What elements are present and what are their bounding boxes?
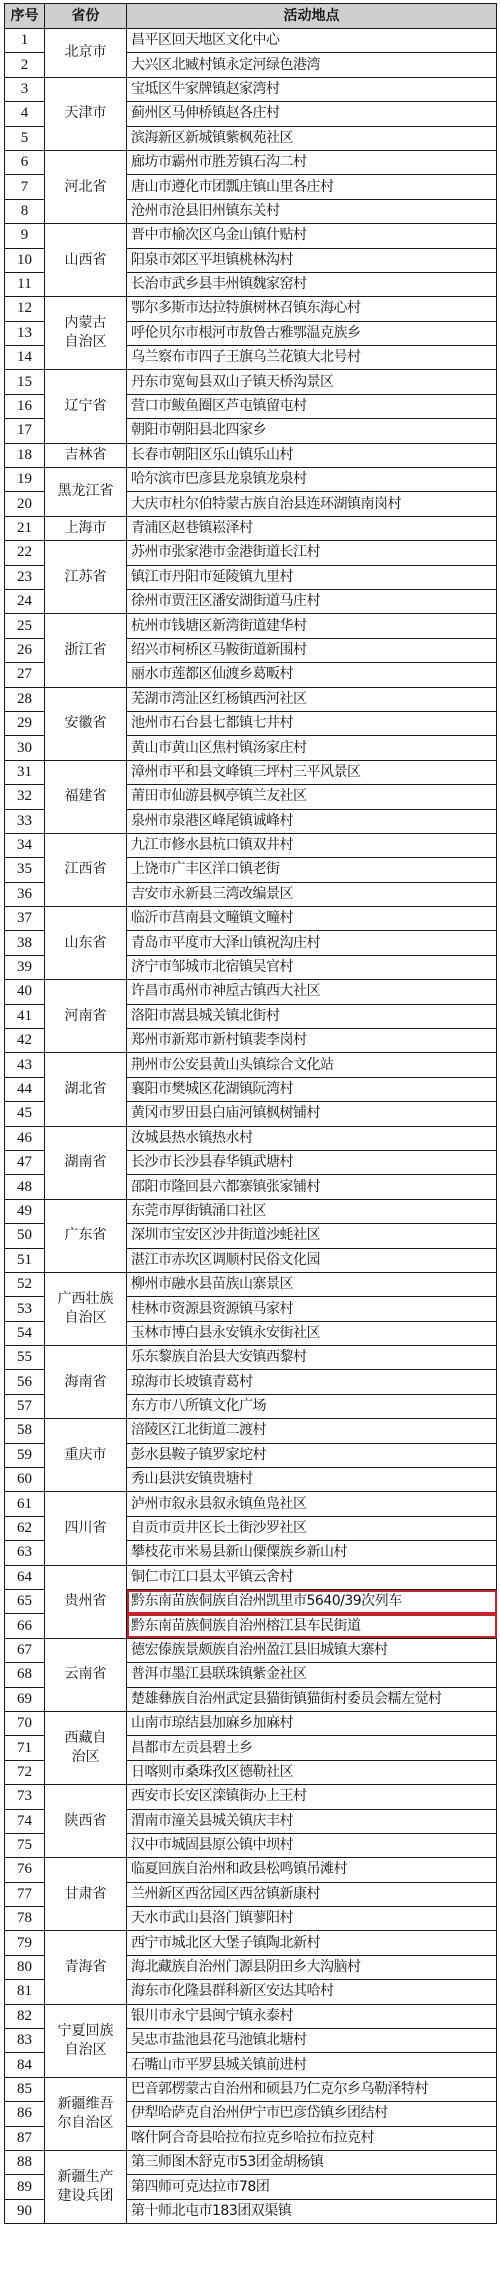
location-cell: 自贡市贡井区长土街沙罗社区	[127, 1516, 497, 1540]
row-number: 22	[5, 541, 45, 565]
province-cell: 天津市	[45, 77, 127, 150]
location-cell: 长沙市长沙县春华镇武塘村	[127, 1150, 497, 1174]
row-number: 16	[5, 394, 45, 418]
table-row	[5, 1858, 497, 1882]
row-number: 27	[5, 663, 45, 687]
province-cell: 广西壮族自治区	[45, 1272, 127, 1345]
row-number: 79	[5, 1931, 45, 1955]
row-number: 41	[5, 1004, 45, 1028]
location-cell: 黄山市黄山区焦村镇汤家庄村	[127, 736, 497, 760]
row-number: 78	[5, 1907, 45, 1931]
row-number: 61	[5, 1492, 45, 1516]
location-cell: 玉林市博白县永安镇永安街社区	[127, 1321, 497, 1345]
province-cell: 青海省	[45, 1931, 127, 2004]
location-cell: 青岛市平度市大泽山镇祝沟庄村	[127, 931, 497, 955]
table-row	[5, 224, 497, 248]
location-cell: 九江市修水县杭口镇双井村	[127, 833, 497, 857]
row-number: 53	[5, 1297, 45, 1321]
row-number: 29	[5, 711, 45, 735]
table-row	[5, 687, 497, 711]
location-cell: 汉中市城固县原公镇中坝村	[127, 1833, 497, 1857]
row-number: 40	[5, 980, 45, 1004]
table-row	[5, 1346, 497, 1370]
location-cell: 徐州市贾汪区潘安湖街道马庄村	[127, 589, 497, 613]
location-cell: 昌平区回天地区文化中心	[127, 29, 497, 53]
row-number: 67	[5, 1638, 45, 1662]
location-cell: 乐东黎族自治县大安镇西黎村	[127, 1346, 497, 1370]
location-cell: 秀山县洪安镇贵塘村	[127, 1468, 497, 1492]
header-no: 序号	[5, 4, 45, 29]
location-cell: 深圳市宝安区沙井街道沙蚝社区	[127, 1224, 497, 1248]
row-number: 83	[5, 2029, 45, 2053]
row-number: 85	[5, 2077, 45, 2101]
table-row	[5, 468, 497, 492]
row-number: 84	[5, 2053, 45, 2077]
row-number: 47	[5, 1150, 45, 1174]
location-cell: 黔东南苗族侗族自治州榕江县车民街道	[127, 1614, 497, 1638]
province-cell: 山西省	[45, 224, 127, 297]
location-cell: 银川市永宁县闽宁镇永泰村	[127, 2004, 497, 2028]
location-cell: 第四师可克达拉市78团	[127, 2175, 497, 2199]
row-number: 6	[5, 150, 45, 174]
row-number: 9	[5, 224, 45, 248]
location-cell: 朝阳市朝阳县北四家乡	[127, 419, 497, 443]
row-number: 81	[5, 1980, 45, 2004]
row-number: 32	[5, 785, 45, 809]
table-row	[5, 980, 497, 1004]
row-number: 20	[5, 492, 45, 516]
row-number: 25	[5, 614, 45, 638]
location-cell: 彭水县鞍子镇罗家坨村	[127, 1443, 497, 1467]
header-location: 活动地点	[127, 4, 497, 29]
row-number: 35	[5, 858, 45, 882]
province-cell: 浙江省	[45, 614, 127, 687]
row-number: 86	[5, 2102, 45, 2126]
row-number: 69	[5, 1687, 45, 1711]
province-cell: 北京市	[45, 29, 127, 78]
row-number: 4	[5, 102, 45, 126]
location-cell: 许昌市禹州市神垕古镇西大社区	[127, 980, 497, 1004]
row-number: 74	[5, 1809, 45, 1833]
row-number: 38	[5, 931, 45, 955]
location-cell: 东方市八所镇文化广场	[127, 1394, 497, 1418]
location-cell: 晋中市榆次区乌金山镇什贴村	[127, 224, 497, 248]
row-number: 71	[5, 1736, 45, 1760]
row-number: 18	[5, 443, 45, 467]
location-cell: 营口市鲅鱼圈区芦屯镇留屯村	[127, 394, 497, 418]
row-number: 52	[5, 1272, 45, 1296]
row-number: 46	[5, 1126, 45, 1150]
location-cell: 第十师北屯市183团双渠镇	[127, 2199, 497, 2223]
province-cell: 西藏自治区	[45, 1711, 127, 1784]
location-cell: 攀枝花市米易县新山傈僳族乡新山村	[127, 1541, 497, 1565]
location-cell: 宝坻区牛家牌镇赵家湾村	[127, 77, 497, 101]
table-row	[5, 297, 497, 321]
location-cell: 渭南市潼关县城关镇庆丰村	[127, 1809, 497, 1833]
row-number: 2	[5, 53, 45, 77]
table-row	[5, 2150, 497, 2174]
location-cell: 西宁市城北区大堡子镇陶北新村	[127, 1931, 497, 1955]
table-row	[5, 1565, 497, 1589]
location-cell: 阳泉市郊区平坦镇桃林沟村	[127, 248, 497, 272]
location-cell: 湛江市赤坎区调顺村民俗文化园	[127, 1248, 497, 1272]
location-cell: 涪陵区江北街道二渡村	[127, 1419, 497, 1443]
row-number: 77	[5, 1882, 45, 1906]
row-number: 17	[5, 419, 45, 443]
location-cell: 泸州市叙永县叙永镇鱼凫社区	[127, 1492, 497, 1516]
location-cell: 呼伦贝尔市根河市敖鲁古雅鄂温克族乡	[127, 321, 497, 345]
table-row	[5, 1638, 497, 1662]
location-cell: 伊犁哈萨克自治州伊宁市巴彦岱镇乡团结村	[127, 2102, 497, 2126]
table-row	[5, 2077, 497, 2101]
table-row	[5, 1931, 497, 1955]
province-cell: 新疆生产建设兵团	[45, 2150, 127, 2223]
row-number: 14	[5, 346, 45, 370]
location-cell: 上饶市广丰区洋口镇老街	[127, 858, 497, 882]
document-page	[4, 3, 497, 2224]
row-number: 1	[5, 29, 45, 53]
row-number: 76	[5, 1858, 45, 1882]
location-cell: 黔东南苗族侗族自治州凯里市5640/39次列车	[127, 1590, 497, 1614]
location-cell: 铜仁市江口县太平镇云舍村	[127, 1565, 497, 1589]
location-cell: 滨海新区新城镇紫枫苑社区	[127, 126, 497, 150]
location-cell: 桂林市资源县资源镇马家村	[127, 1297, 497, 1321]
location-cell: 楚雄彝族自治州武定县猫街镇猫街村委员会糯左觉村	[127, 1687, 497, 1711]
table-row	[5, 29, 497, 53]
location-cell: 沧州市沧县旧州镇东关村	[127, 199, 497, 223]
province-cell: 贵州省	[45, 1565, 127, 1638]
location-cell: 芜湖市湾沚区红杨镇西河社区	[127, 687, 497, 711]
province-cell: 上海市	[45, 516, 127, 540]
table-row	[5, 1711, 497, 1735]
location-cell: 海北藏族自治州门源县阴田乡大沟脑村	[127, 1955, 497, 1979]
row-number: 48	[5, 1175, 45, 1199]
table-row	[5, 760, 497, 784]
location-cell: 苏州市张家港市金港街道长江村	[127, 541, 497, 565]
row-number: 51	[5, 1248, 45, 1272]
location-cell: 杭州市钱塘区新湾街道建华村	[127, 614, 497, 638]
table-row	[5, 370, 497, 394]
province-cell: 海南省	[45, 1346, 127, 1419]
location-cell: 德宏傣族景颇族自治州盈江县旧城镇大寨村	[127, 1638, 497, 1662]
row-number: 70	[5, 1711, 45, 1735]
location-cell: 临沂市莒南县文疃镇文疃村	[127, 907, 497, 931]
province-cell: 辽宁省	[45, 370, 127, 443]
table-row	[5, 1126, 497, 1150]
location-cell: 吉安市永新县三湾改编景区	[127, 882, 497, 906]
table-header-row	[5, 4, 497, 29]
province-cell: 重庆市	[45, 1419, 127, 1492]
row-number: 90	[5, 2199, 45, 2223]
row-number: 55	[5, 1346, 45, 1370]
table-row	[5, 516, 497, 540]
row-number: 58	[5, 1419, 45, 1443]
table-row	[5, 1199, 497, 1223]
location-cell: 兰州新区西岔园区西岔镇新康村	[127, 1882, 497, 1906]
row-number: 72	[5, 1760, 45, 1784]
row-number: 66	[5, 1614, 45, 1638]
table-row	[5, 1785, 497, 1809]
location-cell: 丽水市莲都区仙渡乡葛畈村	[127, 663, 497, 687]
row-number: 44	[5, 1077, 45, 1101]
location-cell: 昌都市左贡县碧土乡	[127, 1736, 497, 1760]
header-province: 省份	[45, 4, 127, 29]
row-number: 8	[5, 199, 45, 223]
row-number: 75	[5, 1833, 45, 1857]
row-number: 68	[5, 1663, 45, 1687]
province-cell: 湖南省	[45, 1126, 127, 1199]
row-number: 10	[5, 248, 45, 272]
table-row	[5, 1053, 497, 1077]
row-number: 82	[5, 2004, 45, 2028]
location-cell: 大庆市杜尔伯特蒙古族自治县连环湖镇南岗村	[127, 492, 497, 516]
row-number: 21	[5, 516, 45, 540]
row-number: 28	[5, 687, 45, 711]
province-cell: 福建省	[45, 760, 127, 833]
table-row	[5, 907, 497, 931]
row-number: 64	[5, 1565, 45, 1589]
location-cell: 莆田市仙游县枫亭镇兰友社区	[127, 785, 497, 809]
row-number: 59	[5, 1443, 45, 1467]
location-cell: 荆州市公安县黄山头镇综合文化站	[127, 1053, 497, 1077]
row-number: 31	[5, 760, 45, 784]
table-row	[5, 2004, 497, 2028]
location-cell: 丹东市宽甸县双山子镇天桥沟景区	[127, 370, 497, 394]
location-cell: 琼海市长坡镇青葛村	[127, 1370, 497, 1394]
province-cell: 安徽省	[45, 687, 127, 760]
location-cell: 唐山市遵化市团瓢庄镇山里各庄村	[127, 175, 497, 199]
province-cell: 江西省	[45, 833, 127, 906]
location-cell: 洛阳市嵩县城关镇北街村	[127, 1004, 497, 1028]
province-cell: 内蒙古自治区	[45, 297, 127, 370]
province-cell: 河北省	[45, 150, 127, 223]
row-number: 87	[5, 2126, 45, 2150]
table-row	[5, 1272, 497, 1296]
table-row	[5, 1419, 497, 1443]
province-cell: 新疆维吾尔自治区	[45, 2077, 127, 2150]
location-cell: 黄冈市罗田县白庙河镇枫树铺村	[127, 1102, 497, 1126]
province-cell: 湖北省	[45, 1053, 127, 1126]
row-number: 30	[5, 736, 45, 760]
row-number: 60	[5, 1468, 45, 1492]
province-cell: 江苏省	[45, 541, 127, 614]
province-cell: 山东省	[45, 907, 127, 980]
table-row	[5, 443, 497, 467]
row-number: 50	[5, 1224, 45, 1248]
row-number: 89	[5, 2175, 45, 2199]
location-cell: 蓟州区马伸桥镇赵各庄村	[127, 102, 497, 126]
location-cell: 巴音郭楞蒙古自治州和硕县乃仁克尔乡乌勒泽特村	[127, 2077, 497, 2101]
location-cell: 吴忠市盐池县花马池镇北塘村	[127, 2029, 497, 2053]
location-cell: 长春市朝阳区乐山镇乐山村	[127, 443, 497, 467]
row-number: 15	[5, 370, 45, 394]
row-number: 56	[5, 1370, 45, 1394]
row-number: 26	[5, 638, 45, 662]
province-cell: 四川省	[45, 1492, 127, 1565]
table-row	[5, 833, 497, 857]
province-cell: 河南省	[45, 980, 127, 1053]
location-cell: 喀什阿合奇县哈拉布拉克乡哈拉布拉克村	[127, 2126, 497, 2150]
table-row	[5, 614, 497, 638]
row-number: 7	[5, 175, 45, 199]
row-number: 37	[5, 907, 45, 931]
location-cell: 邵阳市隆回县六都寨镇张家铺村	[127, 1175, 497, 1199]
location-cell: 济宁市邹城市北宿镇吴官村	[127, 955, 497, 979]
row-number: 65	[5, 1590, 45, 1614]
location-cell: 西安市长安区滦镇街办上王村	[127, 1785, 497, 1809]
province-cell: 黑龙江省	[45, 468, 127, 517]
row-number: 5	[5, 126, 45, 150]
row-number: 57	[5, 1394, 45, 1418]
location-cell: 哈尔滨市巴彦县龙泉镇龙泉村	[127, 468, 497, 492]
row-number: 19	[5, 468, 45, 492]
location-cell: 天水市武山县洛门镇蓼阳村	[127, 1907, 497, 1931]
location-cell: 池州市石台县七都镇七井村	[127, 711, 497, 735]
row-number: 13	[5, 321, 45, 345]
row-number: 34	[5, 833, 45, 857]
row-number: 36	[5, 882, 45, 906]
location-cell: 大兴区北臧村镇永定河绿色港湾	[127, 53, 497, 77]
activity-locations-table	[4, 3, 497, 2224]
location-cell: 绍兴市柯桥区马鞍街道新围村	[127, 638, 497, 662]
location-cell: 柳州市融水县苗族山寨景区	[127, 1272, 497, 1296]
table-row	[5, 541, 497, 565]
row-number: 33	[5, 809, 45, 833]
province-cell: 广东省	[45, 1199, 127, 1272]
location-cell: 廊坊市霸州市胜芳镇石沟二村	[127, 150, 497, 174]
table-row	[5, 1492, 497, 1516]
row-number: 80	[5, 1955, 45, 1979]
location-cell: 石嘴山市平罗县城关镇前进村	[127, 2053, 497, 2077]
location-cell: 长治市武乡县丰州镇魏家窑村	[127, 272, 497, 296]
location-cell: 镇江市丹阳市延陵镇九里村	[127, 565, 497, 589]
row-number: 45	[5, 1102, 45, 1126]
row-number: 3	[5, 77, 45, 101]
row-number: 12	[5, 297, 45, 321]
row-number: 42	[5, 1029, 45, 1053]
province-cell: 甘肃省	[45, 1858, 127, 1931]
location-cell: 漳州市平和县文峰镇三坪村三平风景区	[127, 760, 497, 784]
province-cell: 吉林省	[45, 443, 127, 467]
location-cell: 山南市琼结县加麻乡加麻村	[127, 1711, 497, 1735]
row-number: 63	[5, 1541, 45, 1565]
location-cell: 第三师图木舒克市53团金胡杨镇	[127, 2150, 497, 2174]
row-number: 43	[5, 1053, 45, 1077]
location-cell: 青浦区赵巷镇崧泽村	[127, 516, 497, 540]
table-body	[5, 29, 497, 2224]
location-cell: 郑州市新郑市新村镇裴李岗村	[127, 1029, 497, 1053]
row-number: 54	[5, 1321, 45, 1345]
province-cell: 陕西省	[45, 1785, 127, 1858]
province-cell: 宁夏回族自治区	[45, 2004, 127, 2077]
table-row	[5, 77, 497, 101]
location-cell: 临夏回族自治州和政县松鸣镇吊滩村	[127, 1858, 497, 1882]
location-cell: 汝城县热水镇热水村	[127, 1126, 497, 1150]
row-number: 11	[5, 272, 45, 296]
row-number: 39	[5, 955, 45, 979]
location-cell: 乌兰察布市四子王旗乌兰花镇大北号村	[127, 346, 497, 370]
location-cell: 东莞市厚街镇涌口社区	[127, 1199, 497, 1223]
location-cell: 普洱市墨江县联珠镇紫金社区	[127, 1663, 497, 1687]
row-number: 62	[5, 1516, 45, 1540]
table-row	[5, 150, 497, 174]
row-number: 24	[5, 589, 45, 613]
location-cell: 海东市化隆县群科新区安达其哈村	[127, 1980, 497, 2004]
row-number: 23	[5, 565, 45, 589]
province-cell: 云南省	[45, 1638, 127, 1711]
location-cell: 襄阳市樊城区花湖镇阮湾村	[127, 1077, 497, 1101]
location-cell: 泉州市泉港区峰尾镇诚峰村	[127, 809, 497, 833]
location-cell: 日喀则市桑珠孜区德勒社区	[127, 1760, 497, 1784]
row-number: 88	[5, 2150, 45, 2174]
location-cell: 鄂尔多斯市达拉特旗树林召镇东海心村	[127, 297, 497, 321]
row-number: 49	[5, 1199, 45, 1223]
row-number: 73	[5, 1785, 45, 1809]
